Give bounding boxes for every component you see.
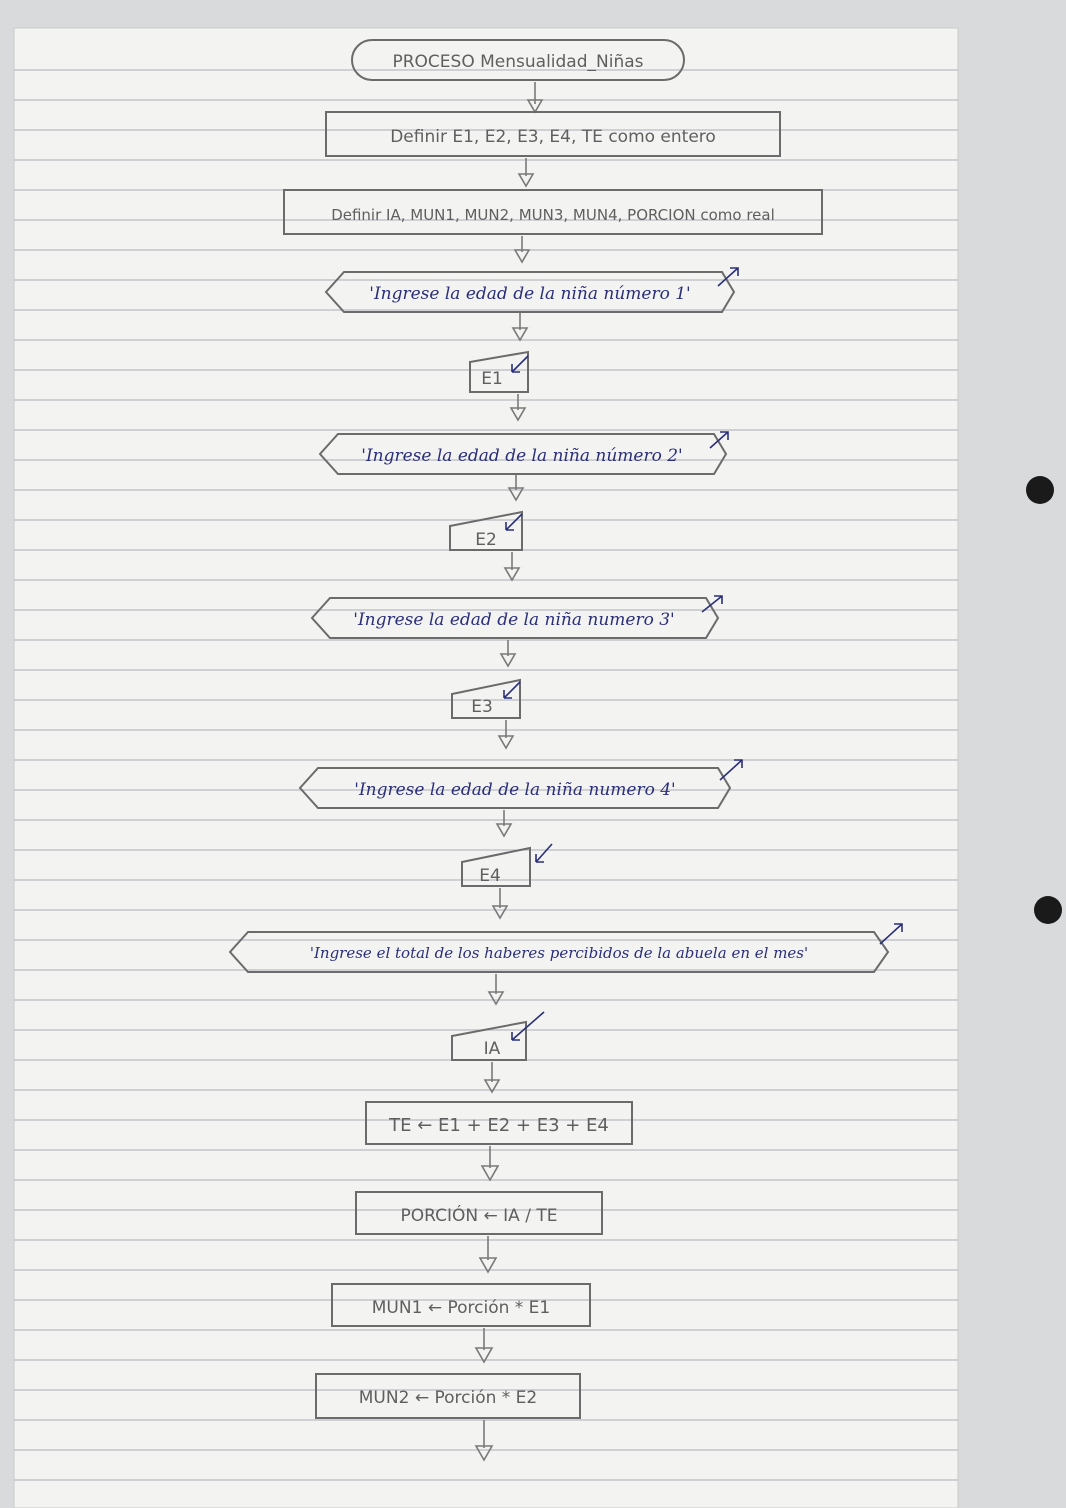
input-e1: E1 (481, 369, 503, 389)
input-e3: E3 (471, 697, 493, 717)
assign-porcion: PORCIÓN ← IA / TE (400, 1206, 558, 1226)
input-e2: E2 (475, 530, 497, 550)
prompt-4: 'Ingrese la edad de la niña numero 4' (354, 780, 676, 800)
prompt-2: 'Ingrese la edad de la niña número 2' (361, 446, 683, 466)
assign-te: TE ← E1 + E2 + E3 + E4 (389, 1115, 609, 1136)
assign-mun1: MUN1 ← Porción * E1 (371, 1298, 551, 1318)
input-e4: E4 (479, 866, 501, 886)
input-ia: IA (483, 1039, 501, 1059)
prompt-5: 'Ingrese el total de los haberes percibidos de la abuela en el mes' (309, 944, 809, 962)
process-title: PROCESO Mensualidad_Niñas (392, 52, 644, 72)
binder-hole-bottom (1034, 896, 1062, 924)
declare-integers-text: Definir E1, E2, E3, E4, TE como entero (390, 127, 716, 147)
prompt-1: 'Ingrese la edad de la niña número 1' (369, 284, 691, 304)
declare-reals-text: Definir IA, MUN1, MUN2, MUN3, MUN4, PORCION como real (331, 206, 775, 224)
prompt-3: 'Ingrese la edad de la niña numero 3' (353, 610, 675, 630)
binder-hole-top (1026, 476, 1054, 504)
assign-mun2: MUN2 ← Porción * E2 (358, 1388, 538, 1408)
